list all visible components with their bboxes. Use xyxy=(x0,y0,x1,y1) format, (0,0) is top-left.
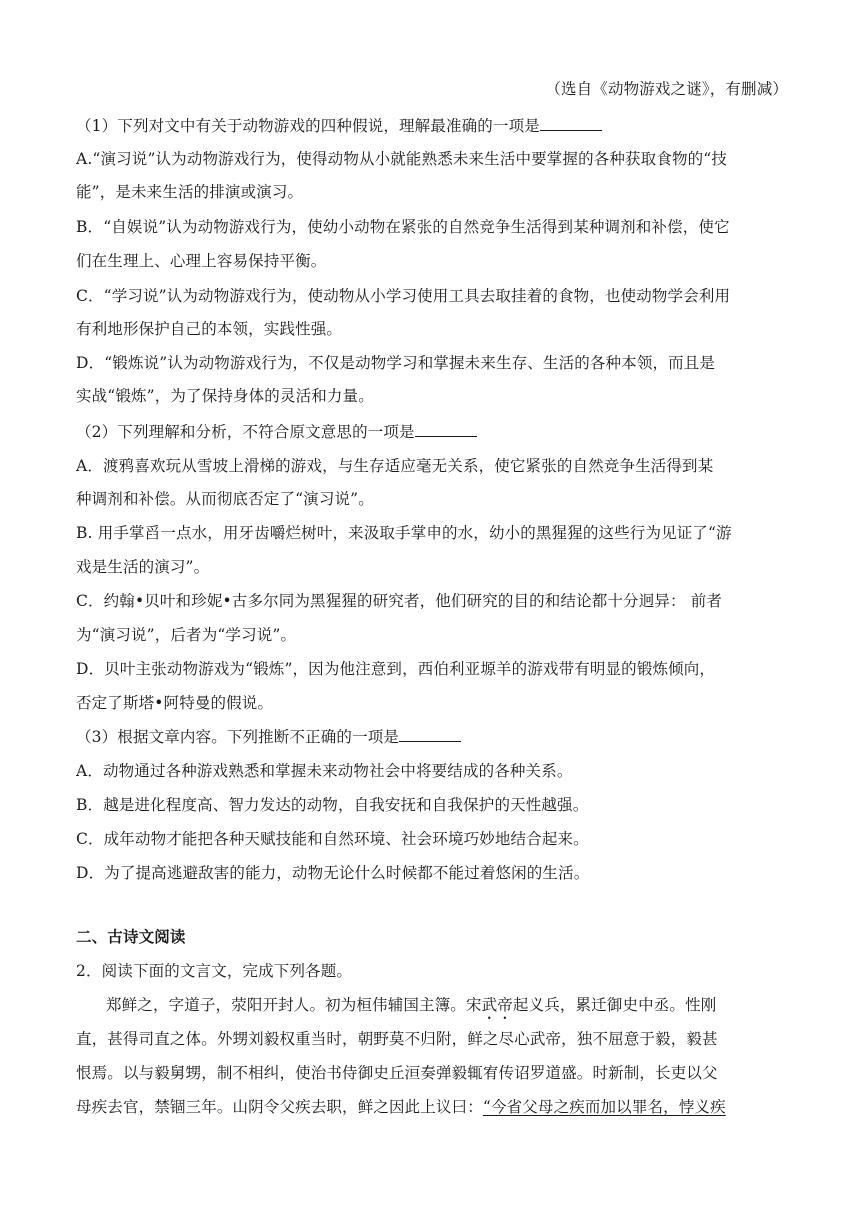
q2-stem xyxy=(76,421,788,443)
q2-intro: 2．阅读下面的文言文，完成下列各题。 xyxy=(76,962,353,980)
classical-text-line1 xyxy=(106,994,788,1023)
q1-option-a-line1: A.“演习说”认为动物游戏行为，使得动物从小就能熟悉未来生活中要掌握的各种获取食物的“技 xyxy=(76,150,727,168)
q1-option-a-line2: 能”，是未来生活的排演或演习。 xyxy=(76,183,304,201)
q2-option-a-line1: A．渡鸦喜欢玩从雪坡上滑梯的游戏，与生存适应毫无关系，使它紧张的自然竞争生活得到某 xyxy=(76,457,714,475)
q1-option-c-line1: C．“学习说”认为动物游戏行为，使动物从小学习使用工具去取挂着的食物，也使动物学会利用 xyxy=(76,287,731,305)
q1-stem xyxy=(76,115,788,137)
q3-option-d: D．为了提高逃避敌害的能力，动物无论什么时候都不能过着悠闲的生活。 xyxy=(76,864,590,882)
classical-text-part: 郑鲜之，字道子，荥阳开封人。初为桓伟辅国主簿。宋 xyxy=(106,996,482,1014)
classical-text-part: 起义兵，累迁御史中丞。性刚 xyxy=(512,996,717,1014)
q3-stem-text: （3）根据文章内容。下列推断不正确的一项是 xyxy=(76,728,400,746)
classical-text-part: 母疾去官，禁锢三年。山阴令父疾去职，鲜之因此上议曰： xyxy=(76,1098,483,1116)
emphasis-dotted-term: 武帝 xyxy=(481,996,513,1014)
q2-option-a-line2: 种调剂和补偿。从而彻底否定了“演习说”。 xyxy=(76,490,374,508)
q3-option-c: C．成年动物才能把各种天赋技能和自然环境、社会环境巧妙地结合起来。 xyxy=(76,830,589,848)
q3-option-a: A．动物通过各种游戏熟悉和掌握未来动物社会中将要结成的各种关系。 xyxy=(76,762,573,780)
q2-option-b-line2: 戏是生活的演习”。 xyxy=(76,558,210,576)
classical-text-line3: 恨焉。以与毅舅甥，制不相纠，使治书侍御史丘洹奏弹毅辄宥传诏罗道盛。时新制，长吏以父 xyxy=(76,1064,718,1082)
section-heading: 二、古诗文阅读 xyxy=(76,928,186,946)
q1-option-b-line2: 们在生理上、心理上容易保持平衡。 xyxy=(76,252,327,270)
q1-option-d-line2: 实战“锻炼”，为了保持身体的灵活和力量。 xyxy=(76,387,374,405)
q3-stem xyxy=(76,726,788,748)
classical-text-line4 xyxy=(76,1096,788,1118)
q2-option-c-line2: 为“演习说”，后者为“学习说”。 xyxy=(76,626,297,644)
q3-option-b: B．越是进化程度高、智力发达的动物，自我安抚和自我保护的天性越强。 xyxy=(76,796,589,814)
underlined-sentence: “今省父母之疾而加以罪名，悖义疾 xyxy=(482,1098,726,1116)
q2-stem-text: （2）下列理解和分析，不符合原文意思的一项是 xyxy=(76,423,415,441)
q2-option-d-line1: D．贝叶主张动物游戏为“锻炼”，因为他注意到，西伯利亚塬羊的游戏带有明显的锻炼倾向， xyxy=(76,660,716,678)
q1-option-c-line2: 有利地形保护自己的本领，实践性强。 xyxy=(76,320,343,338)
answer-blank xyxy=(415,421,477,437)
q2-option-b-line1: B. 用手掌舀一点水，用牙齿嚼烂树叶，来汲取手掌申的水，幼小的黑猩猩的这些行为见证了“游 xyxy=(76,524,732,542)
q1-option-b-line1: B．“自娱说”认为动物游戏行为，使幼小动物在紧张的自然竞争生活得到某种调剂和补偿，使它 xyxy=(76,218,730,236)
source-note: （选自《动物游戏之谜》，有删减） xyxy=(545,80,788,98)
q2-option-c-line1: C．约翰•贝叶和珍妮•古多尔同为黑猩猩的研究者，他们研究的目的和结论都十分迥异： 前者 xyxy=(76,592,723,610)
answer-blank xyxy=(399,726,461,742)
q2-option-d-line2: 否定了斯塔•阿特曼的假说。 xyxy=(76,694,274,712)
answer-blank xyxy=(540,115,602,131)
q1-option-d-line1: D．“锻炼说”认为动物游戏行为，不仅是动物学习和掌握未来生存、生活的各种本领，而且是 xyxy=(76,354,716,372)
classical-text-line2: 直，甚得司直之体。外甥刘毅权重当时，朝野莫不归附，鲜之尽心武帝，独不屈意于毅，毅甚 xyxy=(76,1030,718,1048)
q1-stem-text: （1）下列对文中有关于动物游戏的四种假说，理解最准确的一项是 xyxy=(76,117,540,135)
